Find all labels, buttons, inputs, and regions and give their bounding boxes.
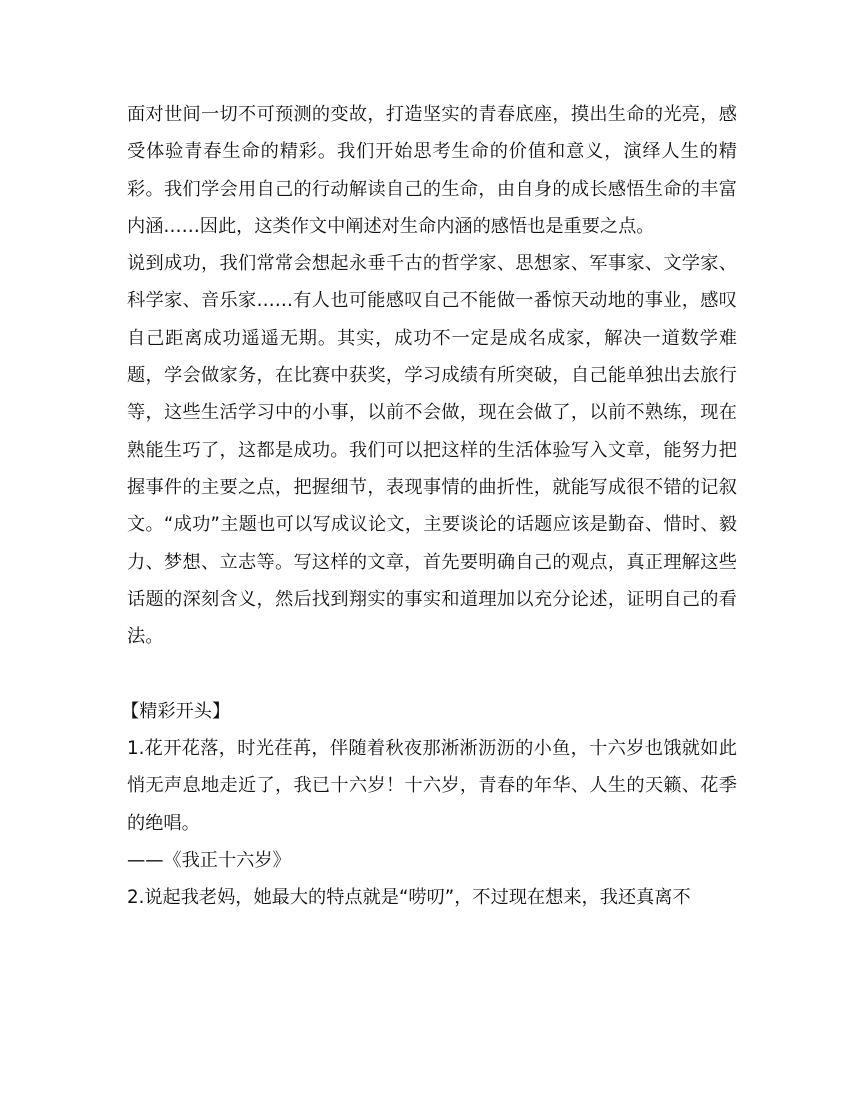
blank-line	[127, 655, 737, 692]
paragraph-success: 说到成功，我们常常会想起永垂千古的哲学家、思想家、军事家、文学家、科学家、音乐家……有人也可能感叹自己不能做一番惊天动地的事业，感叹自己距离成功遥遥无期。其实，成功不一定是成名成家，解决一道数学难题，学会做家务，在比赛中获奖，学习成绩有所突破，自己能单独出去旅行等，这些生活学习中的小事，以前不会做，现在会做了，以前不熟练，现在熟能生巧了，这都是成功。我们可以把这样的生活体验写入文章，能努力把握事件的主要之点，把握细节，表现事情的曲折性，就能写成很不错的记叙文。“成功”主题也可以写成议论文，主要谈论的话题应该是勤奋、惜时、毅力、梦想、立志等。写这样的文章，首先要明确自己的观点，真正理解这些话题的深刻含义，然后找到翔实的事实和道理加以充分论述，证明自己的看法。	[127, 253, 737, 648]
example-opening-1: 1.花开花落，时光荏苒，伴随着秋夜那淅淅沥沥的小鱼，十六岁也饿就如此悄无声息地走近了，我已十六岁！十六岁，青春的年华、人生的天籁、花季的绝唱。	[127, 738, 737, 834]
example-opening-2: 2.说起我老妈，她最大的特点就是“唠叨”，不过现在想来，我还真离不	[127, 887, 691, 909]
document-body	[121, 96, 737, 917]
example-credit-1: ——《我正十六岁》	[127, 849, 291, 871]
paragraph-life-meaning: 面对世间一切不可预测的变故，打造坚实的青春底座，摸出生命的光亮，感受体验青春生命的精彩。我们开始思考生命的价值和意义，演绎人生的精彩。我们学会用自己的行动解读自己的生命，由自身的成长感悟生命的丰富内涵……因此，这类作文中阐述对生命内涵的感悟也是重要之点。	[127, 104, 737, 237]
section-heading: 【精彩开头】	[121, 700, 231, 722]
